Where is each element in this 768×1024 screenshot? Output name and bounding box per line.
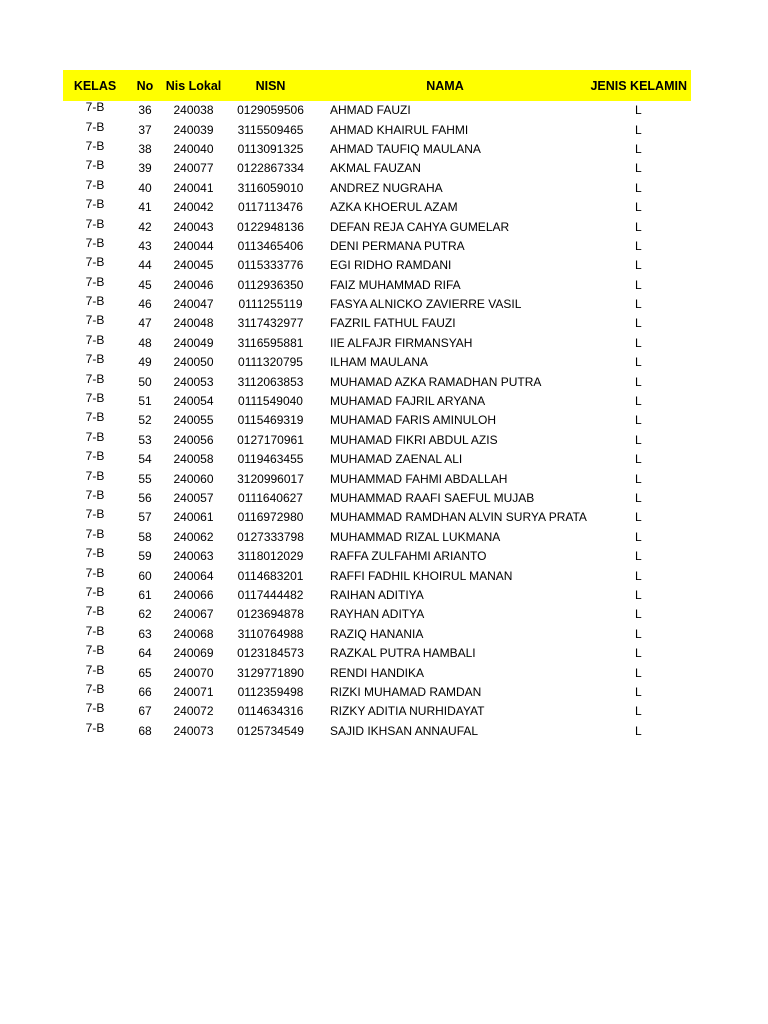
cell-no: 58 (138, 529, 152, 544)
table-header (63, 70, 691, 101)
cell-nama: MUHAMAD FARIS AMINULOH (330, 413, 497, 428)
cell-kelas: 7-B (85, 410, 105, 425)
cell-nama: RAFFA ZULFAHMI ARIANTO (330, 549, 487, 564)
cell-kelas: 7-B (85, 371, 105, 386)
cell-nis-lokal: 240062 (173, 529, 214, 544)
cell-nisn: 3118012029 (237, 549, 304, 564)
cell-nis-lokal: 240054 (173, 394, 214, 409)
cell-kelas: 7-B (85, 332, 105, 347)
cell-jenis-kelamin: L (635, 665, 642, 680)
table-row (63, 450, 691, 469)
cell-nis-lokal: 240063 (173, 549, 214, 564)
table-row (63, 702, 691, 721)
cell-nisn: 0127333798 (237, 529, 304, 544)
cell-nama: EGI RIDHO RAMDANI (330, 258, 452, 273)
cell-jenis-kelamin: L (635, 103, 642, 118)
cell-nis-lokal: 240046 (173, 277, 214, 292)
table-body (63, 101, 691, 741)
cell-nis-lokal: 240067 (173, 607, 214, 622)
cell-jenis-kelamin: L (635, 200, 642, 215)
cell-nisn: 0123184573 (237, 646, 304, 661)
header-no: No (136, 78, 154, 93)
cell-nis-lokal: 240038 (173, 103, 214, 118)
cell-no: 38 (138, 141, 152, 156)
cell-jenis-kelamin: L (635, 723, 642, 738)
cell-kelas: 7-B (85, 352, 105, 367)
cell-jenis-kelamin: L (635, 180, 642, 195)
cell-jenis-kelamin: L (635, 355, 642, 370)
cell-nisn: 0111320795 (238, 355, 303, 370)
cell-jenis-kelamin: L (635, 491, 642, 505)
cell-jenis-kelamin: L (635, 587, 642, 602)
cell-no: 66 (138, 684, 152, 699)
cell-nisn: 3117432977 (237, 316, 304, 331)
table-row (63, 179, 691, 198)
cell-nisn: 0113091325 (237, 141, 304, 156)
cell-kelas: 7-B (85, 100, 105, 115)
cell-nis-lokal: 240040 (173, 141, 214, 156)
table-row (63, 237, 691, 256)
cell-kelas: 7-B (85, 158, 105, 173)
cell-no: 51 (138, 394, 152, 409)
cell-jenis-kelamin: L (635, 704, 642, 719)
cell-nama: AZKA KHOERUL AZAM (330, 200, 458, 215)
cell-jenis-kelamin: L (635, 219, 642, 234)
cell-nama: MUHAMMAD RIZAL LUKMANA (330, 529, 501, 544)
header-kelas: KELAS (73, 78, 117, 93)
cell-jenis-kelamin: L (635, 568, 642, 583)
cell-nama: RIZKY ADITIA NURHIDAYAT (330, 704, 485, 719)
cell-nama: ANDREZ NUGRAHA (330, 180, 443, 195)
header-row (63, 70, 691, 101)
cell-no: 39 (138, 161, 152, 176)
table-row (63, 411, 691, 430)
cell-nisn: 0113465406 (237, 238, 304, 253)
cell-kelas: 7-B (85, 604, 105, 619)
cell-kelas: 7-B (85, 235, 105, 250)
cell-kelas: 7-B (85, 526, 105, 541)
cell-jenis-kelamin: L (635, 529, 642, 544)
cell-jenis-kelamin: L (635, 626, 642, 641)
cell-kelas: 7-B (85, 468, 105, 483)
cell-jenis-kelamin: L (635, 316, 642, 331)
cell-nis-lokal: 240058 (173, 452, 214, 467)
table-row (63, 353, 691, 372)
table-row (63, 334, 691, 353)
cell-nis-lokal: 240053 (173, 374, 214, 389)
cell-nama: IIE ALFAJR FIRMANSYAH (330, 335, 473, 350)
cell-kelas: 7-B (85, 391, 105, 406)
cell-nis-lokal: 240056 (173, 432, 214, 447)
cell-no: 65 (138, 665, 152, 680)
cell-nis-lokal: 240055 (173, 413, 214, 428)
cell-nama: RAYHAN ADITYA (330, 607, 425, 622)
cell-nisn: 0111549040 (238, 394, 303, 409)
cell-nisn: 0114634316 (237, 704, 304, 719)
cell-nisn: 0116972980 (237, 510, 304, 525)
cell-nisn: 3112063853 (237, 374, 304, 389)
cell-nama: FASYA ALNICKO ZAVIERRE VASIL (330, 297, 522, 312)
cell-nama: MUHAMMAD RAMDHAN ALVIN SURYA PRATA (330, 510, 587, 525)
cell-no: 45 (138, 277, 152, 292)
cell-nisn: 0115333776 (237, 258, 304, 273)
cell-kelas: 7-B (85, 429, 105, 444)
cell-nisn: 0122948136 (237, 219, 304, 234)
cell-nisn: 0112936350 (237, 277, 304, 292)
cell-nis-lokal: 240070 (173, 665, 214, 680)
cell-no: 56 (138, 491, 152, 505)
cell-nis-lokal: 240061 (173, 510, 214, 525)
cell-nis-lokal: 240044 (173, 238, 214, 253)
cell-nis-lokal: 240066 (173, 587, 214, 602)
cell-kelas: 7-B (85, 274, 105, 289)
cell-nama: MUHAMAD AZKA RAMADHAN PUTRA (330, 374, 542, 389)
cell-jenis-kelamin: L (635, 684, 642, 699)
cell-nisn: 0127170961 (237, 432, 304, 447)
cell-kelas: 7-B (85, 681, 105, 696)
cell-kelas: 7-B (85, 720, 105, 735)
cell-kelas: 7-B (85, 119, 105, 134)
cell-no: 43 (138, 238, 152, 253)
table-row (63, 469, 691, 488)
cell-nisn: 0111640627 (238, 491, 303, 505)
cell-jenis-kelamin: L (635, 374, 642, 389)
cell-jenis-kelamin: L (635, 471, 642, 486)
cell-no: 60 (138, 568, 152, 583)
cell-nama: MUHAMMAD RAAFI SAEFUL MUJAB (330, 491, 535, 505)
cell-no: 48 (138, 335, 152, 350)
cell-jenis-kelamin: L (635, 238, 642, 253)
table-row (63, 372, 691, 391)
cell-no: 36 (138, 103, 152, 118)
table-row (63, 295, 691, 314)
cell-nis-lokal: 240041 (173, 180, 214, 195)
cell-kelas: 7-B (85, 313, 105, 328)
cell-nisn: 0125734549 (237, 723, 304, 738)
cell-kelas: 7-B (85, 255, 105, 270)
cell-no: 55 (138, 471, 152, 486)
cell-kelas: 7-B (85, 138, 105, 153)
cell-kelas: 7-B (85, 177, 105, 192)
cell-nama: FAZRIL FATHUL FAUZI (330, 316, 456, 331)
cell-kelas: 7-B (85, 216, 105, 231)
cell-kelas: 7-B (85, 449, 105, 464)
cell-no: 68 (138, 723, 152, 738)
cell-nis-lokal: 240048 (173, 316, 214, 331)
cell-nis-lokal: 240043 (173, 219, 214, 234)
cell-nisn: 0122867334 (237, 161, 304, 176)
cell-nisn: 0114683201 (237, 568, 304, 583)
cell-nis-lokal: 240045 (173, 258, 214, 273)
student-list-sheet (63, 70, 691, 741)
cell-jenis-kelamin: L (635, 510, 642, 525)
cell-nis-lokal: 240047 (173, 297, 214, 312)
cell-no: 52 (138, 413, 152, 428)
cell-nama: FAIZ MUHAMMAD RIFA (330, 277, 461, 292)
cell-nama: AHMAD KHAIRUL FAHMI (330, 122, 469, 137)
cell-kelas: 7-B (85, 197, 105, 212)
table-row (63, 663, 691, 682)
header-jenis-kelamin: JENIS KELAMIN (590, 78, 687, 93)
table-row (63, 101, 691, 120)
table-row (63, 159, 691, 178)
cell-nisn: 0115469319 (237, 413, 304, 428)
cell-jenis-kelamin: L (635, 646, 642, 661)
cell-jenis-kelamin: L (635, 394, 642, 409)
cell-jenis-kelamin: L (635, 258, 642, 273)
cell-jenis-kelamin: L (635, 335, 642, 350)
cell-no: 42 (138, 219, 152, 234)
cell-nis-lokal: 240071 (173, 684, 214, 699)
cell-no: 53 (138, 432, 152, 447)
cell-nisn: 0111255119 (238, 297, 303, 312)
cell-jenis-kelamin: L (635, 161, 642, 176)
cell-jenis-kelamin: L (635, 607, 642, 622)
cell-nama: ILHAM MAULANA (330, 355, 429, 370)
cell-kelas: 7-B (85, 662, 105, 677)
cell-kelas: 7-B (85, 584, 105, 599)
cell-no: 62 (138, 607, 152, 622)
table-row (63, 547, 691, 566)
cell-no: 47 (138, 316, 152, 331)
cell-jenis-kelamin: L (635, 432, 642, 447)
cell-nisn: 3115509465 (237, 122, 304, 137)
table-row (63, 566, 691, 585)
table-row (63, 528, 691, 547)
cell-nama: MUHAMMAD FAHMI ABDALLAH (330, 471, 508, 486)
table-row (63, 140, 691, 159)
cell-nisn: 3110764988 (237, 626, 304, 641)
cell-nis-lokal: 240050 (173, 355, 214, 370)
cell-nama: MUHAMAD FIKRI ABDUL AZIS (330, 432, 498, 447)
cell-nama: AHMAD TAUFIQ MAULANA (330, 141, 481, 156)
cell-jenis-kelamin: L (635, 452, 642, 467)
table-row (63, 644, 691, 663)
table-row (63, 508, 691, 527)
cell-no: 40 (138, 180, 152, 195)
cell-nis-lokal: 240068 (173, 626, 214, 641)
table-row (63, 256, 691, 275)
table-row (63, 586, 691, 605)
cell-nama: RIZKI MUHAMAD RAMDAN (330, 684, 482, 699)
cell-nama: RAIHAN ADITIYA (330, 587, 424, 602)
cell-nisn: 0117444482 (237, 587, 304, 602)
student-table (63, 70, 691, 741)
cell-kelas: 7-B (85, 623, 105, 638)
table-row (63, 120, 691, 139)
cell-nis-lokal: 240072 (173, 704, 214, 719)
cell-no: 54 (138, 452, 152, 467)
cell-jenis-kelamin: L (635, 549, 642, 564)
cell-kelas: 7-B (85, 643, 105, 658)
cell-nama: MUHAMAD FAJRIL ARYANA (330, 394, 486, 409)
cell-nis-lokal: 240077 (173, 161, 214, 176)
table-row (63, 276, 691, 295)
cell-no: 67 (138, 704, 152, 719)
table-row (63, 605, 691, 624)
cell-nis-lokal: 240042 (173, 200, 214, 215)
table-row (63, 489, 691, 508)
cell-nama: AKMAL FAUZAN (330, 161, 421, 176)
table-row (63, 314, 691, 333)
cell-nis-lokal: 240073 (173, 723, 214, 738)
cell-jenis-kelamin: L (635, 122, 642, 137)
cell-no: 64 (138, 646, 152, 661)
cell-kelas: 7-B (85, 488, 105, 502)
cell-jenis-kelamin: L (635, 297, 642, 312)
cell-nis-lokal: 240064 (173, 568, 214, 583)
cell-nama: RAZIQ HANANIA (330, 626, 424, 641)
cell-kelas: 7-B (85, 294, 105, 309)
cell-kelas: 7-B (85, 565, 105, 580)
cell-nisn: 3116059010 (237, 180, 304, 195)
cell-nisn: 0112359498 (237, 684, 304, 699)
table-row (63, 625, 691, 644)
table-row (63, 392, 691, 411)
cell-nisn: 3120996017 (237, 471, 304, 486)
cell-jenis-kelamin: L (635, 413, 642, 428)
cell-nama: MUHAMAD ZAENAL ALI (330, 452, 463, 467)
cell-nisn: 3116595881 (237, 335, 304, 350)
cell-no: 63 (138, 626, 152, 641)
cell-nis-lokal: 240060 (173, 471, 214, 486)
cell-no: 46 (138, 297, 152, 312)
cell-nama: DENI PERMANA PUTRA (330, 238, 465, 253)
cell-nama: DEFAN REJA CAHYA GUMELAR (330, 219, 510, 234)
cell-jenis-kelamin: L (635, 277, 642, 292)
cell-nis-lokal: 240039 (173, 122, 214, 137)
header-nis-lokal: Nis Lokal (165, 78, 222, 93)
cell-no: 61 (138, 587, 152, 602)
table-row (63, 217, 691, 236)
cell-kelas: 7-B (85, 546, 105, 561)
table-row (63, 722, 691, 741)
cell-nisn: 0129059506 (237, 103, 304, 118)
cell-nisn: 0123694878 (237, 607, 304, 622)
cell-nisn: 3129771890 (237, 665, 304, 680)
cell-nisn: 0119463455 (237, 452, 304, 467)
cell-no: 59 (138, 549, 152, 564)
cell-no: 44 (138, 258, 152, 273)
cell-nama: SAJID IKHSAN ANNAUFAL (330, 723, 479, 738)
cell-nis-lokal: 240057 (173, 491, 214, 505)
header-nama: NAMA (426, 78, 464, 93)
header-nisn: NISN (255, 78, 286, 93)
cell-kelas: 7-B (85, 507, 105, 522)
cell-nama: AHMAD FAUZI (330, 103, 411, 118)
table-row (63, 198, 691, 217)
cell-no: 37 (138, 122, 152, 137)
cell-no: 50 (138, 374, 152, 389)
cell-nis-lokal: 240049 (173, 335, 214, 350)
cell-nama: RAFFI FADHIL KHOIRUL MANAN (330, 568, 513, 583)
table-row (63, 431, 691, 450)
cell-no: 49 (138, 355, 152, 370)
cell-jenis-kelamin: L (635, 141, 642, 156)
cell-nama: RAZKAL PUTRA HAMBALI (330, 646, 476, 661)
table-row (63, 683, 691, 702)
cell-no: 57 (138, 510, 152, 525)
cell-nisn: 0117113476 (238, 200, 303, 215)
cell-no: 41 (138, 200, 152, 215)
cell-kelas: 7-B (85, 701, 105, 716)
cell-nama: RENDI HANDIKA (330, 665, 425, 680)
cell-nis-lokal: 240069 (173, 646, 214, 661)
